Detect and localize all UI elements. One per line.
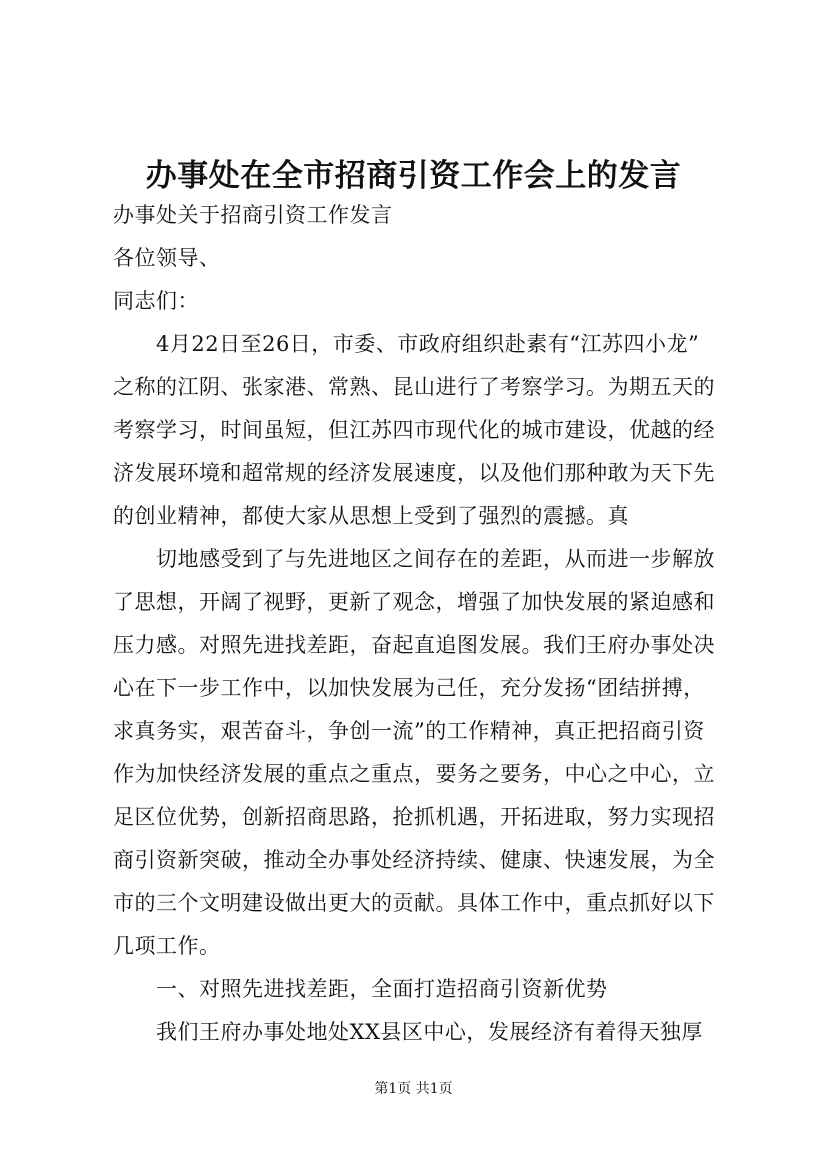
paragraph-line: 求真务实，艰苦奋斗，争创一流”的工作精神，真正把招商引资: [113, 719, 705, 743]
paragraph-line: 4月22日至26日，市委、市政府组织赴素有“江苏四小龙”: [156, 332, 700, 356]
paragraph-line: 心在下一步工作中，以加快发展为己任，充分发扬“团结拼搏，: [113, 676, 705, 700]
paragraph-line: 切地感受到了与先进地区之间存在的差距，从而进一步解放: [156, 547, 715, 571]
salutation-line: 各位领导、: [113, 246, 221, 270]
paragraph-line: 几项工作。: [113, 934, 221, 958]
paragraph-line: 足区位优势，创新招商思路，抢抓机遇，开拓进取，努力实现招: [113, 805, 715, 829]
paragraph-line: 压力感。对照先进找差距，奋起直追图发展。我们王府办事处决: [113, 633, 715, 657]
paragraph-line: 之称的江阴、张家港、常熟、昆山进行了考察学习。为期五天的: [113, 375, 715, 399]
subtitle-line: 办事处关于招商引资工作发言: [113, 203, 393, 227]
paragraph-line: 济发展环境和超常规的经济发展速度，以及他们那种敢为天下先: [113, 461, 715, 485]
paragraph-line: 我们王府办事处地处XX县区中心，发展经济有着得天独厚: [156, 1020, 703, 1044]
paragraph-line: 了思想，开阔了视野，更新了观念，增强了加快发展的紧迫感和: [113, 590, 715, 614]
paragraph-line: 作为加快经济发展的重点之重点，要务之要务，中心之中心，立: [113, 762, 715, 786]
salutation-line: 同志们：: [113, 289, 199, 313]
page-number-footer: 第1页 共1页: [374, 1081, 453, 1097]
document-body: [113, 197, 741, 1050]
paragraph-line: 市的三个文明建设做出更大的贡献。具体工作中，重点抓好以下: [113, 891, 715, 915]
paragraph-line: 的创业精神，都使大家从思想上受到了强烈的震撼。真: [113, 504, 629, 528]
section-heading: 一、对照先进找差距，全面打造招商引资新优势: [156, 977, 608, 1001]
paragraph-line: 商引资新突破，推动全办事处经济持续、健康、快速发展，为全: [113, 848, 715, 872]
document-title: 办事处在全市招商引资工作会上的发言: [145, 158, 682, 194]
paragraph-line: 考察学习，时间虽短，但江苏四市现代化的城市建设，优越的经: [113, 418, 715, 442]
